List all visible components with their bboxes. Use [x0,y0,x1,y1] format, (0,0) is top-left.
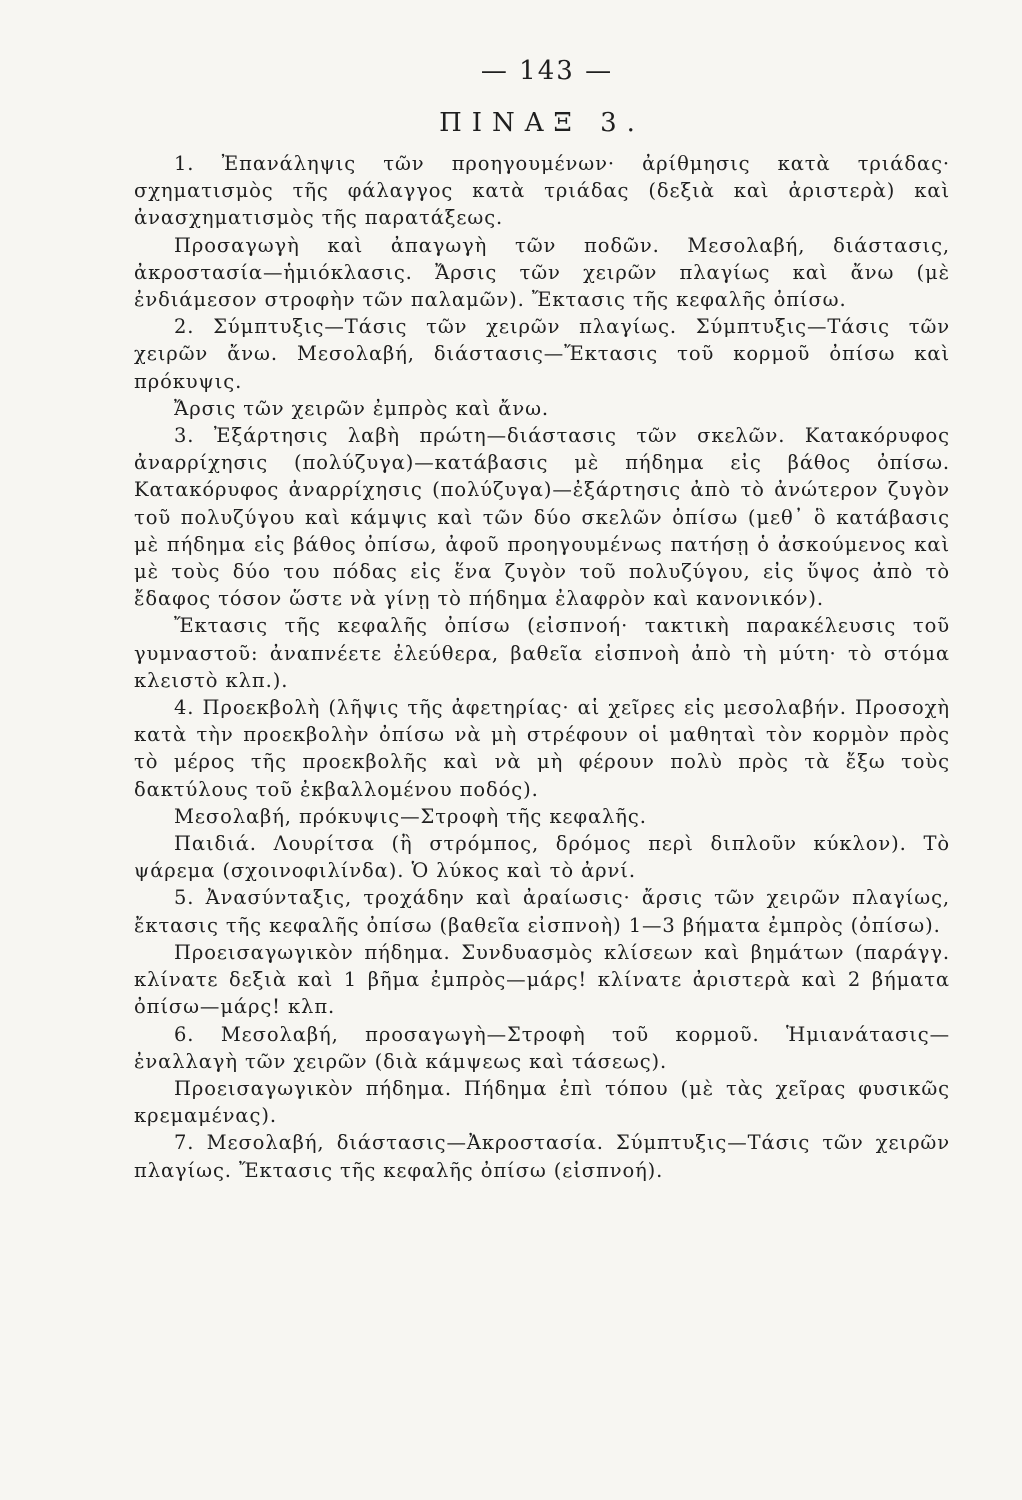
paragraph-5: 3. Ἐξάρτησις λαβὴ πρώτη—διάστασις τῶν σκελῶν. Κατακόρυφος ἀναρρίχησις (πολύζυγα)—κατάβασις μὲ πήδημα εἰς βάθος ὀπίσω. Κατακόρυφος ἀναρρίχησις (πολύζυγα)—ἐξάρτησις ἀπὸ τὸ ἀνώτερον ζυγὸν τοῦ πολυζύγου καὶ κάμψις καὶ τῶν δύο σκελῶν ὀπίσω (μεθ᾽ ὃ κατάβασις μὲ πήδημα εἰς βάθος ὀπίσω, ἀφοῦ προηγουμένως πατήσῃ ὁ ἀσκούμενος καὶ μὲ τοὺς δύο του πόδας εἰς ἕνα ζυγὸν τοῦ πολυζύγου, εἰς ὕψος ἀπὸ τὸ ἔδαφος τόσον ὥστε νὰ γίνῃ τὸ πήδημα ἐλαφρὸν καὶ κανονικόν). [134,424,950,611]
paragraph-6: Ἔκτασις τῆς κεφαλῆς ὀπίσω (εἰσπνοή· τακτικὴ παρακέλευσις τοῦ γυμναστοῦ: ἀναπνέετε ἐλεύθερα, βαθεῖα εἰσπνοὴ ἀπὸ τὴ μύτη· τὸ στόμα κλειστὸ κλπ.). [134,614,950,692]
paragraph-10: 5. Ἀνασύνταξις, τροχάδην καὶ ἀραίωσις· ἄρσις τῶν χειρῶν πλαγίως, ἔκτασις τῆς κεφαλῆς ὀπίσω (βαθεῖα εἰσπνοὴ) 1—3 βήματα ἐμπρὸς (ὀπίσω). [134,886,950,937]
paragraph-12: 6. Μεσολαβή, προσαγωγὴ—Στροφὴ τοῦ κορμοῦ. Ἡμιανάτασις—ἐναλλαγὴ τῶν χειρῶν (διὰ κάμψεως καὶ τάσεως). [134,1022,950,1073]
paragraph-4: Ἄρσις τῶν χειρῶν ἐμπρὸς καὶ ἄνω. [174,396,549,420]
paragraph-14: 7. Μεσολαβή, διάστασις—Ἀκροστασία. Σύμπτυξις—Τάσις τῶν χειρῶν πλαγίως. Ἔκτασις τῆς κεφαλῆς ὀπίσω (εἰσπνοή). [134,1131,950,1182]
paragraph-11: Προεισαγωγικὸν πήδημα. Συνδυασμὸς κλίσεων καὶ βημάτων (παράγγ. κλίνατε δεξιὰ καὶ 1 βῆμα ἐμπρὸς—μάρς! κλίνατε ἀριστερὰ καὶ 2 βήματα ὀπίσω—μάρς! κλπ. [134,940,950,1019]
paragraph-8: Μεσολαβή, πρόκυψις—Στροφὴ τῆς κεφαλῆς. [174,804,647,828]
table-title: ΠΙΝΑΞ 3. [439,108,645,138]
page-number: — 143 — [480,56,614,86]
paragraph-7: 4. Προεκβολὴ (λῆψις τῆς ἀφετηρίας· αἱ χεῖρες εἰς μεσολαβήν. Προσοχὴ κατὰ τὴν προεκβολὴν ὀπίσω νὰ μὴ στρέφουν οἱ μαθηταὶ τὸν κορμὸν πρὸς τὸ μέρος τῆς προεκβολῆς καὶ νὰ μὴ φέρουν πολὺ πρὸς τὰ ἔξω τοὺς δακτύλους τοῦ ἐκβαλλομένου ποδός). [134,696,950,801]
paragraph-1: 1. Ἐπανάληψις τῶν προηγουμένων· ἀρίθμησις κατὰ τριάδας· σχηματισμὸς τῆς φάλαγγος κατὰ τριάδας (δεξιὰ καὶ ἀριστερὰ) καὶ ἀνασχηματισμὸς τῆς παρατάξεως. [134,152,950,230]
paragraph-2: Προσαγωγὴ καὶ ἀπαγωγὴ τῶν ποδῶν. Μεσολαβή, διάστασις, ἀκροστασία—ἡμιόκλασις. Ἄρσις τῶν χειρῶν πλαγίως καὶ ἄνω (μὲ ἐνδιάμεσον στροφὴν τῶν παλαμῶν). Ἔκτασις τῆς κεφαλῆς ὀπίσω. [134,233,950,312]
paragraph-13: Προεισαγωγικὸν πήδημα. Πήδημα ἐπὶ τόπου (μὲ τὰς χεῖρας φυσικῶς κρεμαμένας). [134,1076,950,1128]
paragraph-9: Παιδιά. Λουρίτσα (ἢ στρόμπος, δρόμος περὶ διπλοῦν κύκλον). Τὸ ψάρεμα (σχοινοφιλίνδα). Ὁ λύκος καὶ τὸ ἀρνί. [134,832,950,883]
paragraph-3: 2. Σύμπτυξις—Τάσις τῶν χειρῶν πλαγίως. Σύμπτυξις—Τάσις τῶν χειρῶν ἄνω. Μεσολαβή, διάστασις—Ἔκτασις τοῦ κορμοῦ ὀπίσω καὶ πρόκυψις. [134,315,950,393]
